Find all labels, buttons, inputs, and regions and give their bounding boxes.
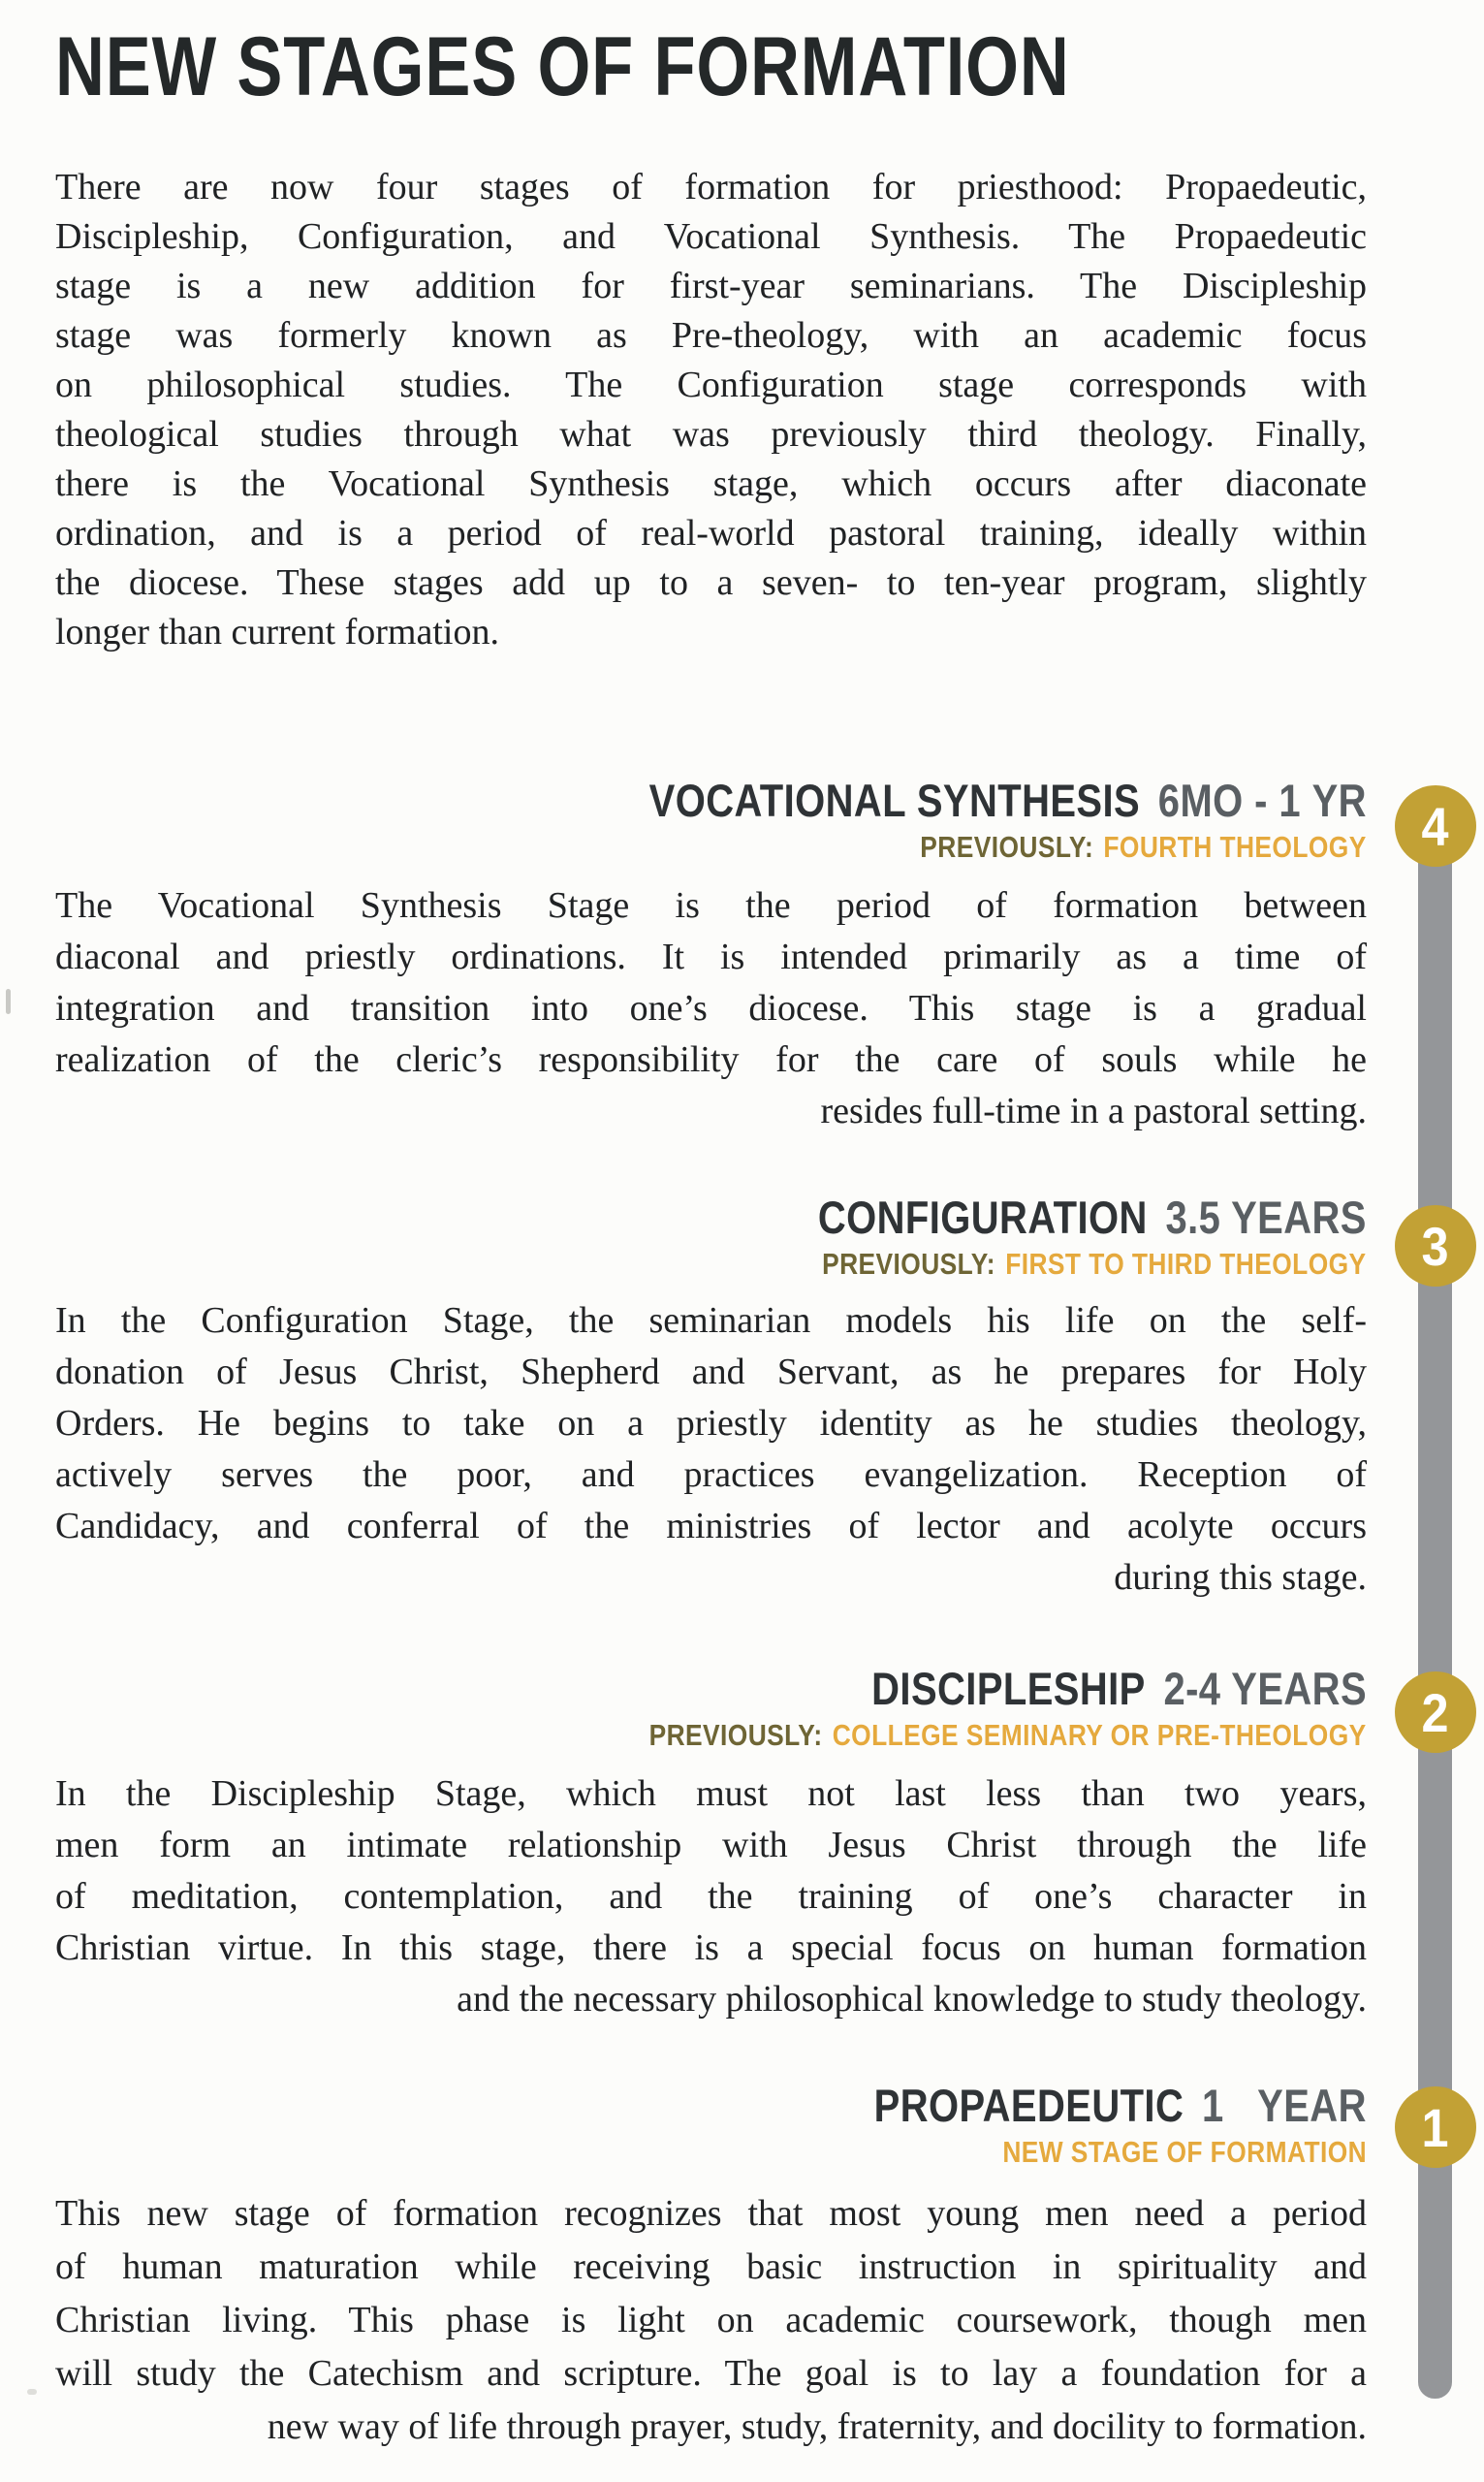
timeline-marker-number: 3 bbox=[1421, 1215, 1450, 1277]
previously-value: FOURTH THEOLOGY bbox=[1103, 830, 1367, 864]
text-line: of human maturation while receiving basic instruction in spirituality and bbox=[55, 2246, 1367, 2287]
text-line: The Vocational Synthesis Stage is the period of formation between bbox=[55, 885, 1367, 926]
page-title bbox=[55, 20, 1292, 113]
timeline-marker-2 bbox=[1395, 1671, 1476, 1753]
stage-name: PROPAEDEUTIC bbox=[873, 2080, 1184, 2131]
previously-label: PREVIOUSLY: bbox=[920, 830, 1094, 864]
text-line: There are now four stages of formation for priesthood: Propaedeutic, bbox=[55, 167, 1367, 207]
text-line: donation of Jesus Christ, Shepherd and Servant, as he prepares for Holy bbox=[55, 1352, 1367, 1392]
stage-body-vocational-synthesis bbox=[55, 880, 1367, 1137]
text-line: resides full-time in a pastoral setting. bbox=[820, 1091, 1367, 1131]
stage-body-propaedeutic bbox=[55, 2187, 1367, 2454]
previously-value: FIRST TO THIRD THEOLOGY bbox=[1005, 1247, 1367, 1281]
text-line: Discipleship, Configuration, and Vocational Synthesis. The Propaedeutic bbox=[55, 216, 1367, 257]
stage-heading bbox=[522, 776, 1367, 826]
text-line: of meditation, contemplation, and the training of one’s character in bbox=[55, 1876, 1367, 1917]
text-line: This new stage of formation recognizes that most young men need a period bbox=[55, 2193, 1367, 2234]
stage-name: VOCATIONAL SYNTHESIS bbox=[648, 775, 1141, 826]
stage-heading-text bbox=[649, 776, 1367, 826]
page-title-text: NEW STAGES OF FORMATION bbox=[55, 20, 1070, 113]
text-line: men form an intimate relationship with Jesus Christ through the life bbox=[55, 1825, 1367, 1865]
text-line: new way of life through prayer, study, fraternity, and docility to formation. bbox=[267, 2406, 1367, 2447]
scan-artifact bbox=[6, 989, 11, 1014]
previously-value: COLLEGE SEMINARY OR PRE-THEOLOGY bbox=[833, 1718, 1367, 1752]
text-line: Candidacy, and conferral of the ministries of lector and acolyte occurs bbox=[55, 1506, 1367, 1546]
text-line: integration and transition into one’s diocese. This stage is a gradual bbox=[55, 988, 1367, 1029]
stage-heading bbox=[784, 1664, 1367, 1714]
text-line: there is the Vocational Synthesis stage, which occurs after diaconate bbox=[55, 463, 1367, 504]
text-line: In the Configuration Stage, the seminarian models his life on the self- bbox=[55, 1300, 1367, 1341]
stage-heading-text bbox=[874, 2081, 1367, 2131]
stage-heading-text bbox=[871, 1664, 1367, 1714]
text-line: stage was formerly known as Pre-theology, with an academic focus bbox=[55, 315, 1367, 356]
stage-duration: 2-4 YEARS bbox=[1163, 1663, 1367, 1714]
text-line: on philosophical studies. The Configuration stage corresponds with bbox=[55, 365, 1367, 405]
stage-previously-text bbox=[649, 1718, 1367, 1753]
stage-previously-line bbox=[522, 1718, 1367, 1753]
stage-previously-line bbox=[726, 1247, 1367, 1282]
text-line: ordination, and is a period of real-world pastoral training, ideally within bbox=[55, 513, 1367, 554]
stage-duration: 1 YEAR bbox=[1202, 2080, 1367, 2131]
stage-heading-text bbox=[818, 1193, 1367, 1243]
text-line: longer than current formation. bbox=[55, 612, 499, 652]
text-line: Orders. He begins to take on a priestly identity as he studies theology, bbox=[55, 1403, 1367, 1444]
stage-previously-line bbox=[841, 830, 1367, 865]
stage-heading bbox=[721, 1193, 1367, 1243]
stage-previously-text bbox=[921, 830, 1367, 865]
scan-artifact bbox=[27, 2389, 37, 2395]
stage-body-discipleship bbox=[55, 1768, 1367, 2025]
stage-name: CONFIGURATION bbox=[818, 1192, 1148, 1243]
text-line: actively serves the poor, and practices evangelization. Reception of bbox=[55, 1454, 1367, 1495]
previously-label: PREVIOUSLY: bbox=[822, 1247, 996, 1281]
stage-name: DISCIPLESHIP bbox=[871, 1663, 1146, 1714]
text-line: stage is a new addition for first-year seminarians. The Discipleship bbox=[55, 266, 1367, 306]
previously-value: NEW STAGE OF FORMATION bbox=[1002, 2135, 1367, 2169]
text-line: theological studies through what was previously third theology. Finally, bbox=[55, 414, 1367, 455]
text-line: diaconal and priestly ordinations. It is intended primarily as a time of bbox=[55, 937, 1367, 977]
text-line: Christian virtue. In this stage, there is a special focus on human formation bbox=[55, 1927, 1367, 1968]
stage-previously-text bbox=[993, 2135, 1367, 2170]
stage-heading bbox=[787, 2081, 1367, 2131]
text-line: In the Discipleship Stage, which must not last less than two years, bbox=[55, 1773, 1367, 1814]
text-line: will study the Catechism and scripture. The goal is to lay a foundation for a bbox=[55, 2353, 1367, 2394]
stage-duration: 3.5 YEARS bbox=[1165, 1192, 1367, 1243]
stage-previously-line bbox=[927, 2135, 1367, 2170]
timeline-marker-4 bbox=[1395, 785, 1476, 867]
timeline-marker-number: 1 bbox=[1421, 2096, 1450, 2158]
stage-previously-text bbox=[823, 1247, 1367, 1282]
previously-label: PREVIOUSLY: bbox=[648, 1718, 823, 1752]
timeline-marker-number: 4 bbox=[1421, 795, 1450, 857]
timeline-marker-3 bbox=[1395, 1205, 1476, 1287]
text-line: during this stage. bbox=[1114, 1557, 1367, 1598]
stage-body-configuration bbox=[55, 1295, 1367, 1604]
text-line: and the necessary philosophical knowledge to study theology. bbox=[457, 1979, 1367, 2020]
text-line: realization of the cleric’s responsibility for the care of souls while he bbox=[55, 1039, 1367, 1080]
intro-paragraph bbox=[55, 163, 1367, 657]
text-line: the diocese. These stages add up to a seven- to ten-year program, slightly bbox=[55, 562, 1367, 603]
timeline-marker-1 bbox=[1395, 2086, 1476, 2168]
stage-duration: 6MO - 1 YR bbox=[1157, 775, 1367, 826]
timeline-marker-number: 2 bbox=[1421, 1681, 1450, 1743]
text-line: Christian living. This phase is light on academic coursework, though men bbox=[55, 2300, 1367, 2340]
